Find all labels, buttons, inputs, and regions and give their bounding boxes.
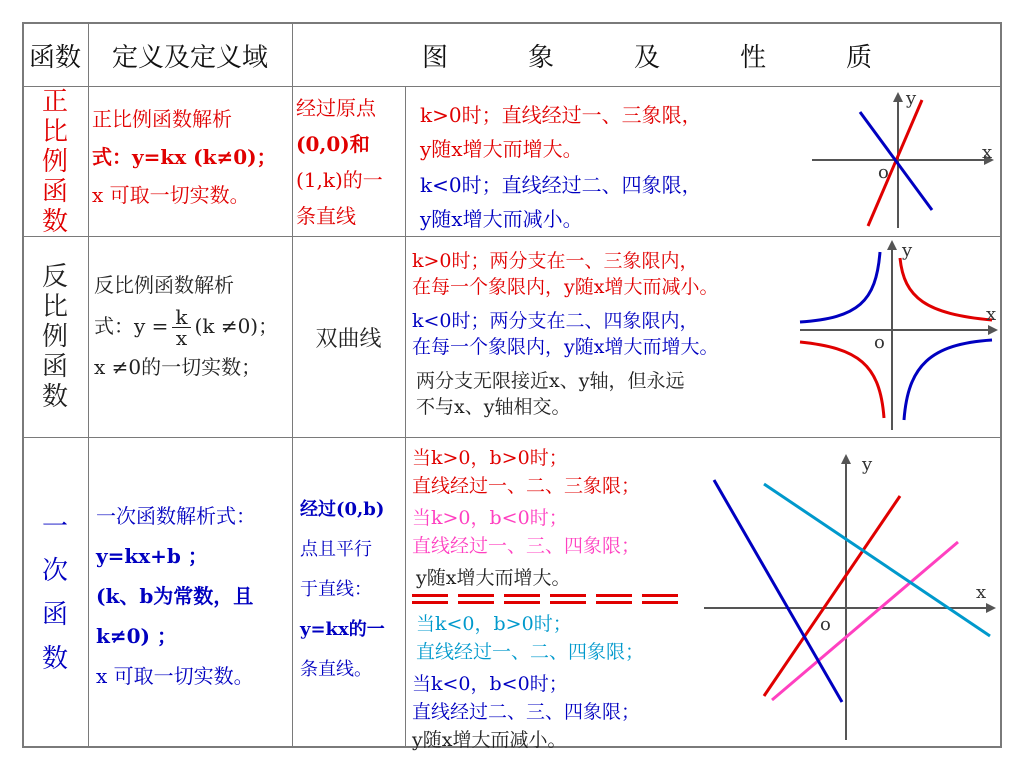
definition-line: 一次函数解析式： xyxy=(96,504,256,528)
property-line: 直线经过一、三、四象限； xyxy=(412,535,641,557)
hyperbola-k-negative-q4 xyxy=(904,340,992,420)
header-char: 质 xyxy=(845,42,872,73)
definition-formula xyxy=(94,302,292,350)
definition-line: x 可取一切实数。 xyxy=(92,183,250,207)
header-char: 象 xyxy=(527,42,554,73)
direct-proportion-graph xyxy=(808,88,1002,234)
fraction-k-over-x xyxy=(172,307,190,348)
property-line: 在每一个象限内，y随x增大而增大。 xyxy=(412,336,719,358)
line-k-neg-b-pos xyxy=(764,484,990,636)
row-name-inverse-proportion xyxy=(22,238,88,436)
name-char: 例 xyxy=(41,147,68,177)
header-graph-properties xyxy=(292,24,1002,86)
y-axis-label: y xyxy=(862,454,873,475)
graph-desc-line: 于直线： xyxy=(300,579,372,600)
property-line: 直线经过一、二、三象限； xyxy=(412,475,641,497)
name-char: 次 xyxy=(41,555,68,586)
name-char: 一 xyxy=(41,511,68,542)
header-char: 图 xyxy=(421,42,448,73)
definition-line: 式：y=kx (k≠0)； xyxy=(92,145,277,169)
hyperbola-k-positive-q3 xyxy=(800,342,884,418)
graph-desc-line: 点且平行 xyxy=(300,539,372,560)
linear-function-graph-desc xyxy=(300,490,404,690)
name-char: 函 xyxy=(41,177,68,207)
hyperbola-k-negative-q2 xyxy=(800,252,880,322)
graph-desc-line: 条直线 xyxy=(296,204,356,228)
definition-line: y=kx+b ； xyxy=(96,544,208,568)
graph-desc-line: (0,0)和 xyxy=(296,132,370,156)
property-line: 当k<0，b<0时； xyxy=(412,673,568,695)
name-char: 正 xyxy=(41,87,68,117)
line-k-pos-b-neg xyxy=(772,542,958,700)
name-char: 反 xyxy=(41,262,68,292)
row-name-direct-proportion xyxy=(22,88,88,236)
header-char: 性 xyxy=(739,42,766,73)
x-axis-label: x xyxy=(976,582,987,603)
fraction-numerator: k xyxy=(172,307,190,328)
property-line: y随x增大而增大。 xyxy=(416,567,571,589)
inverse-proportion-properties xyxy=(412,248,802,420)
fraction-denominator: x xyxy=(175,326,188,350)
property-line: y随x增大而减小。 xyxy=(420,207,583,231)
line-k-neg-b-neg xyxy=(714,480,842,702)
property-line: 当k>0，b<0时； xyxy=(412,507,568,529)
property-line: 直线经过二、三、四象限； xyxy=(412,701,641,723)
hyperbola-k-positive-q1 xyxy=(900,258,992,320)
grid-line xyxy=(22,236,1002,237)
x-axis-arrow xyxy=(986,603,996,613)
name-char: 例 xyxy=(41,322,68,352)
grid-line xyxy=(22,86,1002,87)
header-definition: 定义及定义域 xyxy=(111,42,268,73)
direct-proportion-graph-desc xyxy=(296,90,404,234)
graph-desc-line: 经过原点 xyxy=(296,96,376,120)
property-line: 在每一个象限内，y随x增大而减小。 xyxy=(412,276,719,298)
inverse-proportion-graph xyxy=(796,238,1002,436)
graph-desc-line: (1,k)的一 xyxy=(296,168,383,192)
definition-line: 正比例函数解析 xyxy=(92,107,232,131)
property-line: 两分支无限接近x、y轴，但永远 xyxy=(416,370,685,392)
row-name-linear-function xyxy=(22,439,88,746)
property-line: y随x增大而增大。 xyxy=(420,137,583,161)
definition-line: x ≠0的一切实数； xyxy=(94,355,262,379)
name-char: 比 xyxy=(41,292,68,322)
y-axis-label: y xyxy=(902,240,913,261)
x-axis-label: x xyxy=(986,304,997,325)
grid-line xyxy=(405,86,406,748)
header-char: 及 xyxy=(633,42,660,73)
definition-line: 反比例函数解析 xyxy=(94,273,234,297)
origin-label: o xyxy=(820,614,831,635)
name-char: 比 xyxy=(41,117,68,147)
property-line: 直线经过一、二、四象限； xyxy=(416,641,645,663)
y-axis-arrow xyxy=(841,454,851,464)
inverse-proportion-definition xyxy=(94,268,292,384)
line-k-positive xyxy=(868,100,922,226)
inverse-proportion-graph-desc: 双曲线 xyxy=(315,326,382,352)
linear-function-definition xyxy=(96,496,292,696)
y-axis-arrow xyxy=(887,240,897,250)
property-line: 当k<0，b>0时； xyxy=(416,613,572,635)
property-line: y随x增大而减小。 xyxy=(412,729,567,751)
definition-line: k≠0) ； xyxy=(96,624,177,648)
y-axis-arrow xyxy=(893,92,903,102)
formula-prefix: 式：y = xyxy=(94,314,169,338)
line-k-pos-b-pos xyxy=(764,496,900,696)
name-char: 数 xyxy=(41,643,68,674)
linear-function-graph xyxy=(700,440,1000,746)
graph-desc-line: 条直线。 xyxy=(300,659,372,680)
property-line: k<0时；两分支在二、四象限内， xyxy=(412,310,699,332)
grid-line xyxy=(22,437,1002,438)
origin-label: o xyxy=(874,332,885,353)
name-char: 函 xyxy=(41,352,68,382)
property-line: 当k>0，b>0时； xyxy=(412,447,568,469)
direct-proportion-properties xyxy=(420,98,800,236)
property-line: k<0时；直线经过二、四象限， xyxy=(420,173,702,197)
graph-desc-line: 经过(0,b) xyxy=(300,499,385,520)
property-line: k>0时；直线经过一、三象限， xyxy=(420,103,702,127)
grid-line xyxy=(88,22,89,748)
header-function: 函数 xyxy=(28,42,81,73)
graph-desc-line: y=kx的一 xyxy=(300,619,385,640)
direct-proportion-definition xyxy=(92,100,292,214)
x-axis-arrow xyxy=(988,325,998,335)
formula-suffix: (k ≠0)； xyxy=(194,314,279,338)
linear-function-properties xyxy=(412,444,702,754)
definition-line: (k、b为常数，且 xyxy=(96,584,254,608)
x-axis-label: x xyxy=(982,142,993,163)
name-char: 函 xyxy=(41,599,68,630)
separator-double-dash xyxy=(412,594,680,608)
origin-label: o xyxy=(878,162,889,183)
definition-line: x 可取一切实数。 xyxy=(96,664,254,688)
name-char: 数 xyxy=(41,207,68,237)
property-line: k>0时；两分支在一、三象限内， xyxy=(412,250,699,272)
property-line: 不与x、y轴相交。 xyxy=(416,396,571,418)
y-axis-label: y xyxy=(906,88,917,109)
name-char: 数 xyxy=(41,382,68,412)
